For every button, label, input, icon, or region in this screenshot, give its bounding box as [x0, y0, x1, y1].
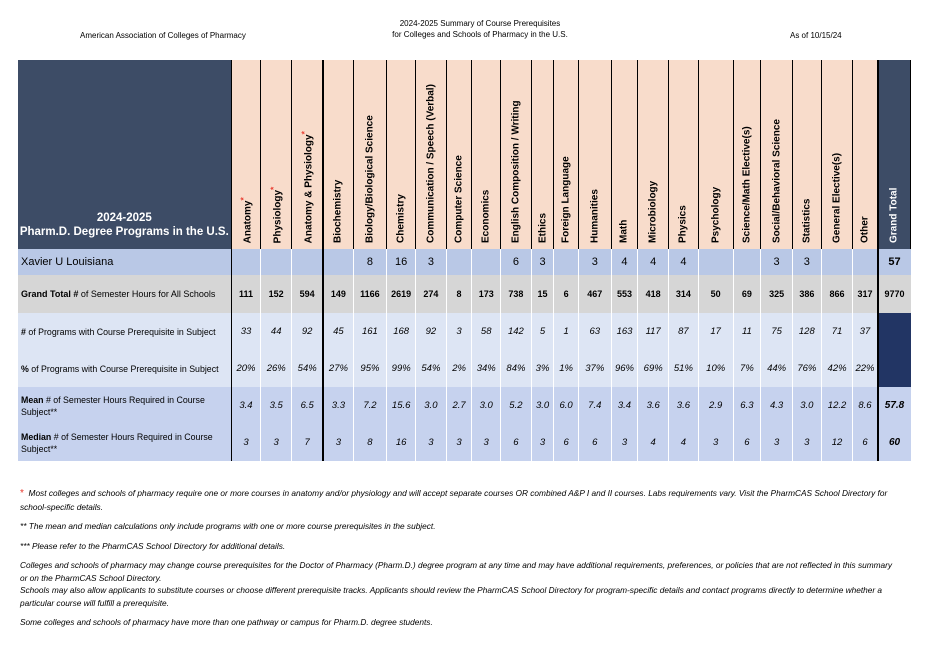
- table-cell: 16: [387, 249, 416, 275]
- table-cell: 3.0: [531, 387, 554, 424]
- table-cell: 96%: [611, 350, 638, 387]
- table-cell: [853, 249, 878, 275]
- column-header: [733, 60, 761, 249]
- table-cell: 54%: [416, 350, 447, 387]
- row-label-bold: Mean: [21, 394, 44, 405]
- org-name: American Association of Colleges of Pharmacy: [80, 31, 246, 40]
- table-cell: 92: [292, 313, 324, 350]
- column-header: [761, 60, 793, 249]
- table-cell: 325: [761, 275, 793, 313]
- table-cell: 20%: [231, 350, 261, 387]
- table-cell: 5: [531, 313, 554, 350]
- column-label: Science/Math Elective(s): [741, 126, 753, 243]
- column-star: *: [238, 196, 249, 201]
- column-label: Biology/Biological Science: [364, 115, 376, 243]
- note-6: Some colleges and schools of pharmacy have more than one pathway or campus for Pharm.D. degree students.: [20, 617, 433, 627]
- table-cell: 3: [446, 424, 472, 461]
- table-cell: 8: [446, 275, 472, 313]
- column-label: English Composition / Writing: [510, 100, 522, 243]
- table-cell: 3: [416, 424, 447, 461]
- column-header: [446, 60, 472, 249]
- table-cell: 4: [669, 249, 699, 275]
- table-cell: 45: [323, 313, 353, 350]
- table-cell: 1%: [554, 350, 579, 387]
- table-cell: 51%: [669, 350, 699, 387]
- table-cell: 27%: [323, 350, 353, 387]
- table-cell: 3: [792, 424, 821, 461]
- report-title-line1: 2024-2025 Summary of Course Prerequisites: [399, 19, 561, 28]
- table-cell: 71: [821, 313, 853, 350]
- table-cell: 17: [698, 313, 733, 350]
- column-label: Foreign Language: [560, 156, 572, 243]
- column-header: [387, 60, 416, 249]
- table-cell: 3.0: [416, 387, 447, 424]
- table-cell: 866: [821, 275, 853, 313]
- note-2: ** The mean and median calculations only include programs with one or more course prerequisites in the subject.: [20, 521, 436, 531]
- table-cell: 386: [792, 275, 821, 313]
- table-cell: 6.5: [292, 387, 324, 424]
- header-row: [18, 60, 911, 249]
- table-row: [18, 275, 911, 313]
- table-cell: 3: [531, 424, 554, 461]
- column-header: [292, 60, 324, 249]
- table-cell: 594: [292, 275, 324, 313]
- table-cell: 3: [446, 313, 472, 350]
- table-cell: 4: [638, 249, 669, 275]
- table-cell: 3.5: [261, 387, 292, 424]
- table-cell: 7.2: [353, 387, 387, 424]
- column-label: Math: [618, 219, 630, 243]
- table-cell: [472, 249, 501, 275]
- table-cell: 6: [554, 275, 579, 313]
- table-cell: 58: [472, 313, 501, 350]
- table-cell: 8: [353, 424, 387, 461]
- table-cell: 3: [698, 424, 733, 461]
- row-label-bold: Median: [21, 431, 52, 442]
- row-label-text: # of Semester Hours Required in Course Subject**: [21, 431, 213, 454]
- column-label: Microbiology: [647, 180, 659, 243]
- table-cell: 3: [261, 424, 292, 461]
- table-cell: 44: [261, 313, 292, 350]
- table-cell: 42%: [821, 350, 853, 387]
- column-label: Other: [859, 216, 871, 243]
- column-header: [501, 60, 532, 249]
- column-header: [353, 60, 387, 249]
- row-label-bold: Grand Total #: [21, 289, 79, 299]
- row-label: [18, 249, 231, 275]
- column-label: General Elective(s): [831, 152, 843, 243]
- corner-year: 2024-2025: [96, 212, 152, 224]
- table-cell: 92: [416, 313, 447, 350]
- table-cell: 34%: [472, 350, 501, 387]
- table-cell: 7.4: [578, 387, 611, 424]
- table-cell: 50: [698, 275, 733, 313]
- column-header: [698, 60, 733, 249]
- table-cell: 738: [501, 275, 532, 313]
- row-label-text: of Programs with Course Prerequisite in Subject: [25, 326, 216, 337]
- table-cell: 163: [611, 313, 638, 350]
- row-label-text: # of Semester Hours Required in Course Subject**: [21, 394, 205, 417]
- table-cell: 15.6: [387, 387, 416, 424]
- column-header: [323, 60, 353, 249]
- table-cell: 3.3: [323, 387, 353, 424]
- table-row: [18, 387, 911, 424]
- table-cell: 6: [853, 424, 878, 461]
- table-cell: [733, 249, 761, 275]
- row-label: [18, 424, 231, 461]
- table-cell: 8.6: [853, 387, 878, 424]
- table-cell: [323, 249, 353, 275]
- table-cell: 3.4: [231, 387, 261, 424]
- table-row: [18, 350, 911, 387]
- table-cell: 2.7: [446, 387, 472, 424]
- column-header: [853, 60, 878, 249]
- corner-subtitle: Pharm.D. Degree Programs in the U.S.: [19, 226, 229, 238]
- table-cell: 3: [531, 249, 554, 275]
- table-cell: 69: [733, 275, 761, 313]
- grand-total-label: Grand Total: [888, 187, 900, 243]
- table-cell: 6: [733, 424, 761, 461]
- column-star: *: [299, 130, 310, 135]
- column-header: [231, 60, 261, 249]
- table-cell: [821, 249, 853, 275]
- table-cell: 128: [792, 313, 821, 350]
- table-cell: [446, 249, 472, 275]
- column-label: Statistics: [801, 198, 813, 243]
- table-cell: 152: [261, 275, 292, 313]
- table-cell: 117: [638, 313, 669, 350]
- column-label: Chemistry: [395, 194, 407, 243]
- table-cell: 467: [578, 275, 611, 313]
- row-label-bold: #: [21, 326, 26, 337]
- table-cell: 4.3: [761, 387, 793, 424]
- column-label: Anatomy: [242, 200, 254, 243]
- table-row: [18, 313, 911, 350]
- table-cell: 3%: [531, 350, 554, 387]
- table-cell: 3: [761, 424, 793, 461]
- table-cell: 3: [472, 424, 501, 461]
- table-cell: 12: [821, 424, 853, 461]
- table-cell: 63: [578, 313, 611, 350]
- table-cell: 37: [853, 313, 878, 350]
- column-header: [554, 60, 579, 249]
- column-label: Social/Behavioral Science: [771, 119, 783, 243]
- table-cell: 6.3: [733, 387, 761, 424]
- table-cell: 4: [669, 424, 699, 461]
- report-title: [330, 18, 630, 40]
- table-cell: 142: [501, 313, 532, 350]
- column-header: [821, 60, 853, 249]
- column-label: Ethics: [537, 212, 549, 243]
- note-5: Schools may also allow applicants to substitute courses or choose different prerequisite tracks. Applicants should review the PharmCAS School Directory for program-specific details and contact programs directly to determine whether a particular course will fulfill a prerequisite.: [20, 585, 883, 608]
- table-cell: 7: [292, 424, 324, 461]
- table-cell: 3: [792, 249, 821, 275]
- table-cell: 3.6: [669, 387, 699, 424]
- table-cell: 6: [501, 424, 532, 461]
- table-row: [18, 424, 911, 461]
- table-cell: 2%: [446, 350, 472, 387]
- table-cell: 37%: [578, 350, 611, 387]
- table-cell: 3.0: [792, 387, 821, 424]
- table-cell: 33: [231, 313, 261, 350]
- row-label: [18, 387, 231, 424]
- table-cell: 6: [578, 424, 611, 461]
- table-cell: 3.0: [472, 387, 501, 424]
- row-label: [18, 275, 231, 313]
- table-cell: 44%: [761, 350, 793, 387]
- table-cell: 4: [611, 249, 638, 275]
- grand-total-cell: 57.8: [878, 387, 911, 424]
- table-cell: 22%: [853, 350, 878, 387]
- table-cell: 173: [472, 275, 501, 313]
- table-cell: 3.4: [611, 387, 638, 424]
- grand-total-cell: 9770: [878, 275, 911, 313]
- table-cell: [698, 249, 733, 275]
- column-label: Biochemistry: [332, 179, 344, 243]
- row-label-text: Xavier U Louisiana: [21, 256, 114, 268]
- column-header: [261, 60, 292, 249]
- table-cell: 69%: [638, 350, 669, 387]
- table-cell: 168: [387, 313, 416, 350]
- table-cell: 84%: [501, 350, 532, 387]
- note-3: *** Please refer to the PharmCAS School Directory for additional details.: [20, 540, 286, 551]
- table-cell: 5.2: [501, 387, 532, 424]
- table-cell: [554, 249, 579, 275]
- table-cell: 95%: [353, 350, 387, 387]
- table-cell: 16: [387, 424, 416, 461]
- column-label: Anatomy & Physiology: [303, 134, 315, 243]
- column-label: Physiology: [272, 189, 284, 243]
- column-label: Humanities: [589, 189, 601, 243]
- column-label: Psychology: [710, 186, 722, 243]
- column-header: [638, 60, 669, 249]
- table-cell: 75: [761, 313, 793, 350]
- table-cell: 15: [531, 275, 554, 313]
- footnotes: [20, 487, 900, 636]
- note-1: [20, 487, 900, 513]
- table-cell: 3.6: [638, 387, 669, 424]
- table-cell: 111: [231, 275, 261, 313]
- column-header: [792, 60, 821, 249]
- table-cell: 3: [761, 249, 793, 275]
- column-label: Economics: [480, 189, 492, 243]
- grand-total-cell: 57: [878, 249, 911, 275]
- table-cell: 3: [416, 249, 447, 275]
- grand-total-header: [878, 60, 911, 249]
- row-label-text: of Programs with Course Prerequisite in Subject: [28, 363, 219, 374]
- column-label: Computer Science: [453, 155, 465, 243]
- column-header: [416, 60, 447, 249]
- table-cell: [292, 249, 324, 275]
- grand-total-cell: [878, 350, 911, 387]
- table-cell: 274: [416, 275, 447, 313]
- table-cell: 2.9: [698, 387, 733, 424]
- table-cell: 99%: [387, 350, 416, 387]
- grand-total-cell: 60: [878, 424, 911, 461]
- table-cell: 26%: [261, 350, 292, 387]
- note-1-text: Most colleges and schools of pharmacy require one or more courses in anatomy and/or physiology and will accept separate courses OR combined A&P I and II courses. Labs requirements vary. Visit the PharmCAS School Directory for school-specific details.: [20, 488, 888, 512]
- table-cell: [231, 249, 261, 275]
- corner-header: [18, 60, 231, 249]
- row-label: [18, 350, 231, 387]
- table-cell: 1: [554, 313, 579, 350]
- table-cell: [261, 249, 292, 275]
- table-cell: 7%: [733, 350, 761, 387]
- column-header: [531, 60, 554, 249]
- column-header: [472, 60, 501, 249]
- table-cell: 161: [353, 313, 387, 350]
- table-cell: 11: [733, 313, 761, 350]
- table-cell: 149: [323, 275, 353, 313]
- row-label-text: of Semester Hours for All Schools: [78, 289, 216, 299]
- table-cell: 1166: [353, 275, 387, 313]
- table-cell: 6: [501, 249, 532, 275]
- column-header: [669, 60, 699, 249]
- table-cell: 10%: [698, 350, 733, 387]
- note-4: Colleges and schools of pharmacy may change course prerequisites for the Doctor of Pharmacy (Pharm.D.) degree program at any time and may have additional requirements, preferences, or policies that are not reflected in this summary or on the PharmCAS School Directory.: [20, 560, 893, 583]
- table-cell: 87: [669, 313, 699, 350]
- table-cell: 3: [611, 424, 638, 461]
- column-header: [611, 60, 638, 249]
- column-header: [578, 60, 611, 249]
- table-cell: 2619: [387, 275, 416, 313]
- table-cell: 418: [638, 275, 669, 313]
- table-cell: 54%: [292, 350, 324, 387]
- as-of-date: As of 10/15/24: [790, 31, 842, 40]
- grand-total-cell: [878, 313, 911, 350]
- column-star: *: [268, 186, 279, 190]
- table-cell: 4: [638, 424, 669, 461]
- report-title-line2: for Colleges and Schools of Pharmacy in the U.S.: [392, 30, 568, 39]
- table-cell: 76%: [792, 350, 821, 387]
- row-label-bold: %: [21, 363, 29, 374]
- column-label: Communication / Speech (Verbal): [425, 84, 437, 243]
- row-label: [18, 313, 231, 350]
- table-cell: 6.0: [554, 387, 579, 424]
- table-cell: 3: [323, 424, 353, 461]
- table-cell: 3: [231, 424, 261, 461]
- table-cell: 317: [853, 275, 878, 313]
- table-cell: 8: [353, 249, 387, 275]
- table-cell: 12.2: [821, 387, 853, 424]
- prerequisites-table: [18, 60, 911, 461]
- column-label: Physics: [677, 205, 689, 243]
- table-cell: 3: [578, 249, 611, 275]
- table-cell: 314: [669, 275, 699, 313]
- table-row: [18, 249, 911, 275]
- table-cell: 553: [611, 275, 638, 313]
- table-cell: 6: [554, 424, 579, 461]
- note-star: *: [20, 488, 24, 499]
